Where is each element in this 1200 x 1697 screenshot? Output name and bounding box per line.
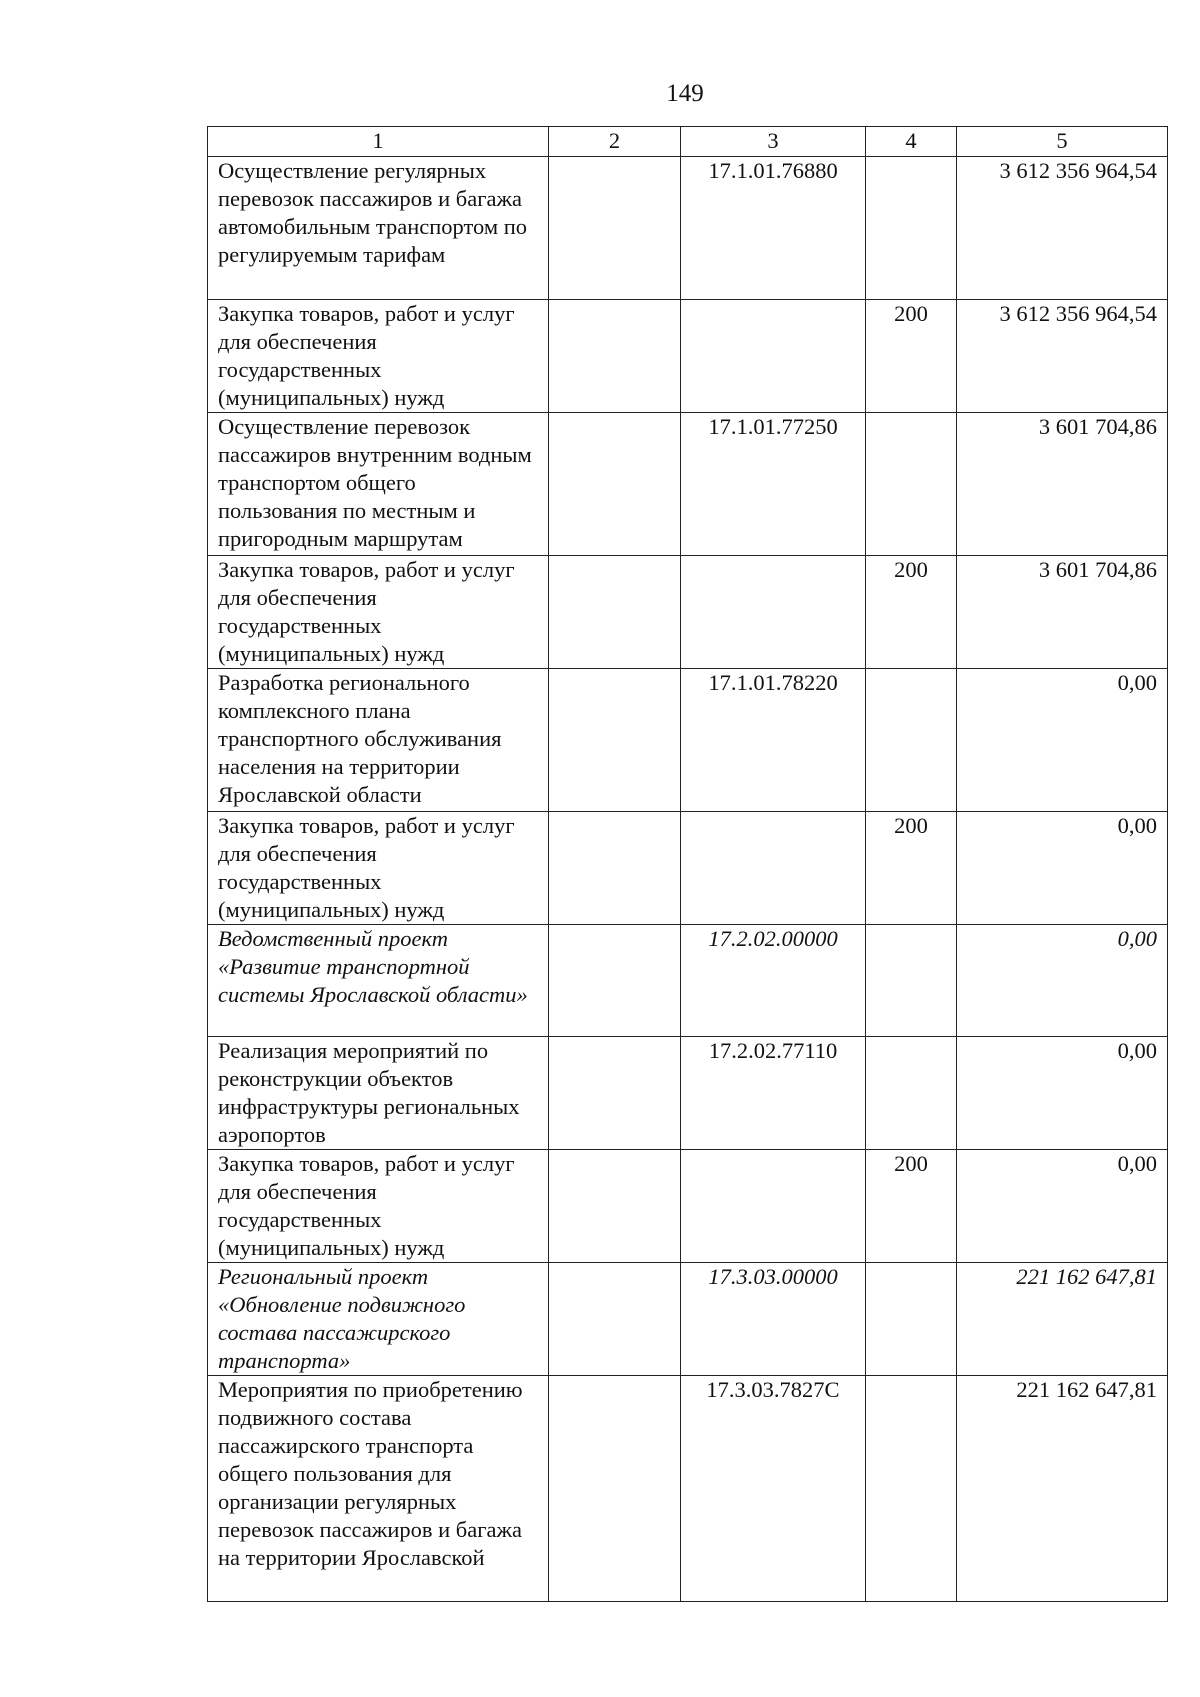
table-row — [208, 300, 1168, 413]
row-col2-cell — [549, 925, 681, 1037]
row-amount-cell: 3 601 704,86 — [957, 556, 1168, 669]
row-vr-cell: 200 — [866, 556, 957, 669]
row-code-cell — [681, 300, 866, 413]
row-amount-cell: 3 601 704,86 — [957, 413, 1168, 556]
row-code-cell: 17.2.02.00000 — [681, 925, 866, 1037]
row-code-cell: 17.1.01.78220 — [681, 669, 866, 812]
row-vr-cell: 200 — [866, 300, 957, 413]
table-row — [208, 413, 1168, 556]
row-vr-cell — [866, 669, 957, 812]
row-vr-cell — [866, 925, 957, 1037]
row-vr-cell: 200 — [866, 812, 957, 925]
row-vr-cell — [866, 413, 957, 556]
row-vr-cell — [866, 1037, 957, 1150]
row-code-cell — [681, 1150, 866, 1263]
table-row — [208, 1263, 1168, 1376]
row-code-cell: 17.3.03.00000 — [681, 1263, 866, 1376]
row-col2-cell — [549, 669, 681, 812]
row-name-cell: Осуществление перевозок пассажиров внутренним водным транспортом общего пользования по местным и пригородным маршрутам — [208, 413, 549, 556]
row-amount-cell: 0,00 — [957, 1150, 1168, 1263]
row-code-cell — [681, 812, 866, 925]
table-row — [208, 1037, 1168, 1150]
table-row — [208, 556, 1168, 669]
row-name-cell: Закупка товаров, работ и услуг для обеспечения государственных (муниципальных) нужд — [208, 300, 549, 413]
row-vr-cell — [866, 1263, 957, 1376]
row-code-cell: 17.1.01.77250 — [681, 413, 866, 556]
row-amount-cell: 221 162 647,81 — [957, 1263, 1168, 1376]
row-amount-cell: 0,00 — [957, 925, 1168, 1037]
row-name-cell: Закупка товаров, работ и услуг для обеспечения государственных (муниципальных) нужд — [208, 556, 549, 669]
row-amount-cell: 3 612 356 964,54 — [957, 157, 1168, 300]
row-name-cell: Ведомственный проект «Развитие транспортной системы Ярославской области» — [208, 925, 549, 1037]
table-row — [208, 1376, 1168, 1602]
row-amount-cell: 0,00 — [957, 669, 1168, 812]
row-col2-cell — [549, 556, 681, 669]
table-row — [208, 925, 1168, 1037]
row-col2-cell — [549, 1376, 681, 1602]
page-number: 149 — [666, 80, 704, 107]
budget-table — [207, 126, 1168, 1602]
row-code-cell: 17.3.03.7827С — [681, 1376, 866, 1602]
table-row — [208, 669, 1168, 812]
row-vr-cell — [866, 157, 957, 300]
table-row — [208, 812, 1168, 925]
row-name-cell: Региональный проект «Обновление подвижного состава пассажирского транспорта» — [208, 1263, 549, 1376]
row-amount-cell: 0,00 — [957, 812, 1168, 925]
table-row — [208, 1150, 1168, 1263]
header-col-4: 4 — [866, 127, 957, 157]
row-name-cell: Реализация мероприятий по реконструкции объектов инфраструктуры региональных аэропортов — [208, 1037, 549, 1150]
row-amount-cell: 0,00 — [957, 1037, 1168, 1150]
row-col2-cell — [549, 413, 681, 556]
row-col2-cell — [549, 1037, 681, 1150]
row-col2-cell — [549, 157, 681, 300]
row-name-cell: Закупка товаров, работ и услуг для обеспечения государственных (муниципальных) нужд — [208, 812, 549, 925]
header-col-1: 1 — [208, 127, 549, 157]
row-vr-cell — [866, 1376, 957, 1602]
row-name-cell: Мероприятия по приобретению подвижного состава пассажирского транспорта общего пользования для организации регулярных перевозок пассажиров и багажа на территории Ярославской — [208, 1376, 549, 1602]
header-row — [208, 127, 1168, 157]
row-name-cell: Осуществление регулярных перевозок пассажиров и багажа автомобильным транспортом по регулируемым тарифам — [208, 157, 549, 300]
table-body — [208, 157, 1168, 1602]
header-col-3: 3 — [681, 127, 866, 157]
row-code-cell: 17.1.01.76880 — [681, 157, 866, 300]
row-col2-cell — [549, 1263, 681, 1376]
header-col-5: 5 — [957, 127, 1168, 157]
row-name-cell: Закупка товаров, работ и услуг для обеспечения государственных (муниципальных) нужд — [208, 1150, 549, 1263]
row-col2-cell — [549, 812, 681, 925]
table-row — [208, 157, 1168, 300]
row-vr-cell: 200 — [866, 1150, 957, 1263]
row-col2-cell — [549, 300, 681, 413]
row-col2-cell — [549, 1150, 681, 1263]
row-name-cell: Разработка регионального комплексного плана транспортного обслуживания населения на территории Ярославской области — [208, 669, 549, 812]
row-amount-cell: 3 612 356 964,54 — [957, 300, 1168, 413]
header-col-2: 2 — [549, 127, 681, 157]
row-code-cell — [681, 556, 866, 669]
row-code-cell: 17.2.02.77110 — [681, 1037, 866, 1150]
row-amount-cell: 221 162 647,81 — [957, 1376, 1168, 1602]
